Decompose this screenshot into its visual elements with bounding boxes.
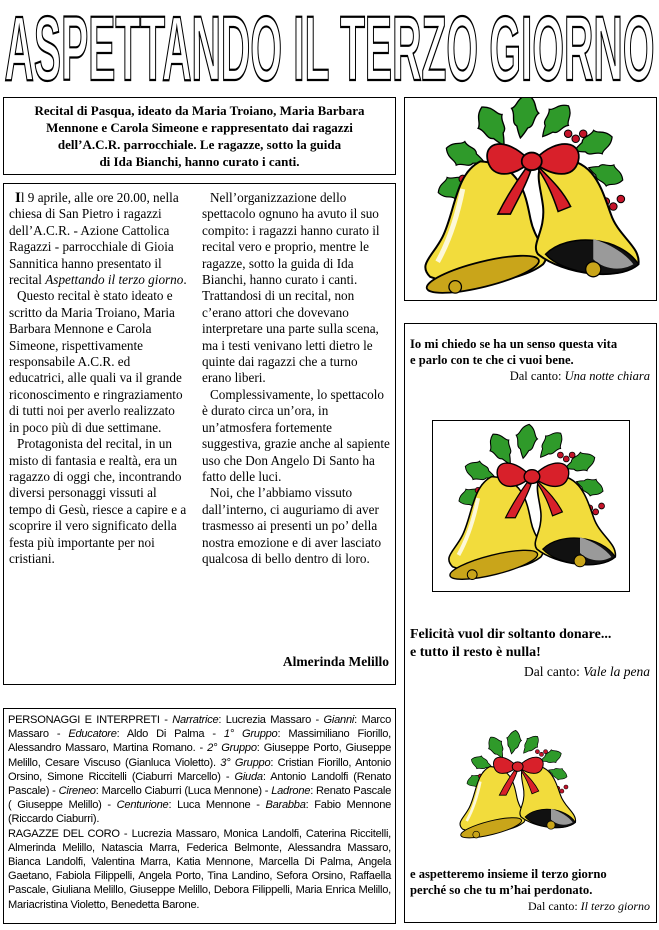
ribbon-bow	[522, 153, 542, 171]
holly-leaf	[484, 733, 509, 761]
holly-berry	[564, 130, 572, 138]
holly-berry	[557, 452, 563, 458]
role-label: Gianni	[323, 714, 355, 726]
article-paragraph	[9, 190, 187, 288]
article-paragraph: Questo recital è stato ideato e scritto da Maria Troiano, Maria Barbara Mennone e Carola Simeone, rispettivamente responsabile A.C.R. ed educatrici, alle quali va il grande riconoscimento e ringraziamento di tutti noi per averlo realizzato in poco più di due settimane.	[9, 288, 183, 435]
article-column-right	[202, 190, 390, 567]
role-label: 2° Gruppo	[207, 742, 257, 755]
role-label: 1° Gruppo	[223, 728, 278, 741]
quote-line: e parlo con te che ci vuoi bene.	[410, 353, 574, 367]
intro-line: dell’A.C.R. parrocchiale. Le ragazze, sotto la guida	[57, 137, 342, 152]
song-quote	[410, 336, 651, 368]
role-actor: Renato Pascale ( Giuseppe Melillo)	[8, 785, 392, 812]
ribbon-bow	[512, 762, 523, 772]
christmas-bells-icon	[449, 724, 585, 850]
song-quote	[410, 626, 651, 662]
holly-leaf	[533, 98, 578, 145]
quote-line: Felicità vuol dir soltanto donare...	[410, 627, 612, 642]
holly-leaf	[518, 732, 542, 757]
holly-berry	[560, 789, 564, 793]
role-actor: Lucrezia Massaro	[225, 714, 312, 726]
song-title: Vale la pena	[583, 664, 650, 679]
article-paragraph: Protagonista del recital, in un misto di fantasia e realtà, era un ragazzo di oggi che, incontrando diversi personaggi vissuti al tempo di Gesù, riesce a capire e a scoprire il vero significato della festa più importante per noi cristiani.	[9, 436, 187, 566]
role-label: Cireneo	[58, 785, 96, 798]
intro-summary-box	[3, 97, 396, 175]
holly-berry	[569, 452, 575, 458]
holly-berry	[579, 130, 587, 138]
role-label: Barabba	[265, 799, 306, 812]
role-label: Centurione	[116, 799, 169, 812]
page-title-banner	[0, 0, 659, 92]
song-title: Il terzo giorno	[580, 899, 650, 913]
holly-berry	[535, 750, 539, 754]
source-prefix: Dal canto:	[524, 664, 584, 679]
quote-line: perché so che tu m’hai perdonato.	[410, 883, 593, 897]
bells-picture-top	[404, 97, 657, 301]
intro-line: Recital di Pasqua, ideato da Maria Troiano, Maria Barbara	[34, 103, 365, 118]
song-title: Una notte chiara	[564, 369, 650, 383]
quote-source	[524, 664, 650, 680]
article-text: .	[183, 272, 187, 288]
role-label: Ladrone	[271, 785, 311, 798]
role-actor: Marco Massaro	[8, 714, 392, 741]
holly-berry	[610, 203, 618, 211]
cast-heading: PERSONAGGI E INTERPRETI	[8, 714, 160, 726]
article-paragraph: Noi, che l’abbiamo vissuto dall’interno, ci auguriamo di aver trasmesso ai presenti un po’ della nostra emozione e di aver lasciato qualcosa di bello dentro di loro.	[202, 485, 382, 566]
holly-leaf	[533, 427, 568, 464]
cast-list: PERSONAGGI E INTERPRETI - Narratrice: Lucrezia Massaro - Gianni: Marco Massaro - Educatore: Aldo Di Palma - 1° Gruppo: Massimiliano Fiorillo, Alessandro Massaro, Martina Romano. - 2° Gruppo: Giuseppe Porto, Giuseppe Melillo, Cesare Viscuso (Gianluca Violetto). 3° Gruppo: Cristian Fiorillo, Antonio Orsino, Simone Riccitelli (Ciaburri Marcello) - Giuda: Antonio Landolfi (Renato Pascale) - Cireneo: Marcello Ciaburri (Luca Mennone) - Ladrone: Renato Pascale ( Giuseppe Melillo) - Centurione: Luca Mennone - Barabba: Fabio Mennone (Riccardo Ciaburri).	[8, 714, 392, 826]
christmas-bells-icon	[405, 98, 656, 300]
intro-line: di Ida Bianchi, hanno curato i canti.	[99, 154, 300, 169]
source-prefix: Dal canto:	[509, 369, 565, 383]
role-actor: Massimiliano Fiorillo, Alessandro Massaro, Martina Romano.	[8, 728, 392, 755]
page-title: ASPETTANDO IL TERZO GIORNO	[4, 0, 655, 92]
holly-leaf	[504, 729, 523, 755]
role-actor: Luca Mennone	[177, 799, 251, 812]
role-label: Educatore	[68, 728, 117, 741]
holly-berry	[539, 752, 543, 756]
choir-heading: RAGAZZE DEL CORO	[8, 827, 120, 840]
quote-line: e tutto il resto è nulla!	[410, 645, 541, 660]
page-title-graphic	[0, 0, 659, 92]
role-label: 3° Gruppo	[220, 756, 271, 769]
christmas-bells-icon	[433, 421, 629, 591]
role-actor: Antonio Landolfi (Renato Pascale)	[8, 770, 392, 798]
song-quotes-box	[404, 323, 657, 923]
quote-line: e aspetteremo insieme il terzo giorno	[410, 867, 607, 881]
role-actor: Marcello Ciaburri (Luca Mennone)	[101, 785, 262, 798]
source-prefix: Dal canto:	[528, 899, 581, 913]
holly-berry	[617, 195, 625, 203]
article-paragraph: Nell’organizzazione dello spettacolo ognuno ha avuto il suo compito: i ragazzi hanno curato il recital vero e proprio, mentre le ragazze, sotto la guida di Ida Bianchi, hanno curato i canti. Trattandosi di un recital, non c’erano attori che dovevano interpretare una parte sulla scena, ma i testi venivano letti dietro le quinte dai ragazzi che a turno erano liberi.	[202, 190, 380, 386]
holly-berry	[563, 456, 569, 462]
role-actor: Giuseppe Porto, Giuseppe Melillo, Cesare Viscuso (Gianluca Violetto).	[8, 742, 391, 769]
role-actor: Aldo Di Palma	[126, 728, 205, 741]
holly-leaf	[470, 100, 516, 152]
choir-members: Lucrezia Massaro, Monica Landolfi, Caterina Riccitelli, Almerinda Melillo, Natascia Marra, Federica Belmonte, Alessandra Massaro, Bianca Landolfi, Valentina Marra, Katia Mennone, Marcella Di Palma, Angela Gaetano, Fabiola Filippelli, Angela Porto, Tina Landino, Sefora Orsino, Raffaella Pascale, Giuliana Melillo, Giuseppe Melillo, Debora Filippelli, Maria Enrica Melillo, Mariacristina Violetto, Benedetta Barone.	[8, 827, 391, 911]
song-quote	[410, 866, 651, 898]
cast-credits-box	[3, 708, 396, 924]
holly-leaf	[507, 98, 542, 140]
bells-drawing	[448, 422, 616, 585]
bells-drawing	[424, 98, 639, 300]
article-box	[3, 183, 396, 685]
bells-picture-middle	[432, 420, 630, 592]
intro-line: Mennone e Carola Simeone e rappresentato dai ragazzi	[46, 120, 353, 135]
choir-list: RAGAZZE DEL CORO - Lucrezia Massaro, Monica Landolfi, Caterina Riccitelli, Almerinda Melillo, Natascia Marra, Federica Belmonte, Alessandra Massaro, Bianca Landolfi, Valentina Marra, Katia Mennone, Marcella Di Palma, Angela Gaetano, Fabiola Filippelli, Angela Porto, Tina Landino, Sefora Orsino, Raffaella Pascale, Giuliana Melillo, Giuseppe Melillo, Debora Filippelli, Maria Enrica Melillo, Mariacristina Violetto, Benedetta Barone.	[8, 827, 391, 911]
role-actor: Cristian Fiorillo, Antonio Orsino, Simone Riccitelli (Ciaburri Marcello)	[8, 756, 391, 783]
article-author: Almerinda Melillo	[282, 654, 389, 669]
ribbon-bow	[524, 470, 540, 484]
role-label: Giuda	[234, 770, 263, 783]
drop-cap: I	[15, 190, 21, 206]
quote-source	[510, 369, 650, 384]
article-column-left	[9, 190, 187, 567]
role-actor: Fabio Mennone (Riccardo Ciaburri).	[8, 799, 392, 826]
article-paragraph: Complessivamente, lo spettacolo è durato circa un’ora, in un’atmosfera fortemente suggestiva, grazie anche al sapiente uso che Don Angelo Di Santo ha fatto delle luci.	[202, 386, 390, 484]
holly-berry	[544, 750, 548, 754]
holly-berry	[593, 509, 599, 515]
role-label: Narratrice	[172, 714, 219, 726]
holly-berry	[564, 785, 568, 789]
holly-berry	[572, 135, 580, 143]
quote-source	[528, 899, 650, 914]
quote-line: Io mi chiedo se ha un senso questa vita	[410, 337, 618, 351]
holly-berry	[599, 503, 605, 509]
recital-title: Aspettando il terzo giorno	[45, 272, 184, 288]
holly-leaf	[512, 422, 539, 460]
holly-leaf	[484, 429, 520, 470]
article-text: l 9 aprile, alle ore 20.00, nella chiesa di San Pietro i ragazzi dell’A.C.R. - Azione Cattolica Ragazzi - parrocchiale di Gioia Sannitica hanno presentato il recital	[9, 190, 179, 288]
bells-picture-bottom	[449, 724, 585, 850]
bells-drawing	[459, 729, 575, 842]
